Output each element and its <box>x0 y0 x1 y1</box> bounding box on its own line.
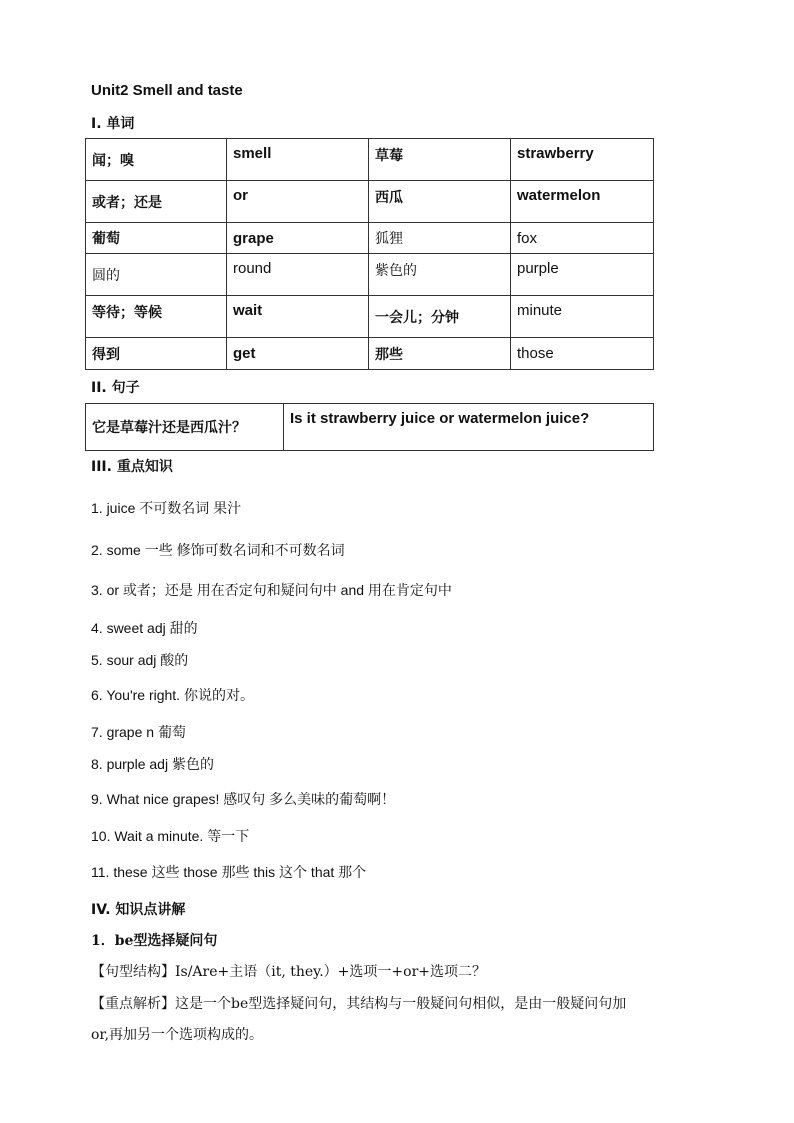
vocab-cell-en: or <box>227 181 369 223</box>
list-item: 8. purple adj 紫色的 <box>91 756 214 772</box>
vocab-cell-zh: 紫色的 <box>369 254 511 296</box>
section-explanation-heading: IV. 知识点讲解 <box>91 902 186 918</box>
list-item: 7. grape n 葡萄 <box>91 724 186 740</box>
table-row <box>86 254 654 296</box>
list-item: 2. some 一些 修饰可数名词和不可数名词 <box>91 542 345 558</box>
vocab-cell-zh: 圆的 <box>86 254 227 296</box>
vocab-cell-zh: 狐狸 <box>369 223 511 254</box>
vocab-cell-en: strawberry <box>511 139 654 181</box>
vocab-cell-en: purple <box>511 254 654 296</box>
vocab-cell-en: grape <box>227 223 369 254</box>
list-item: 11. these 这些 those 那些 this 这个 that 那个 <box>91 864 367 880</box>
vocab-cell-en: watermelon <box>511 181 654 223</box>
list-item: 1. juice 不可数名词 果汁 <box>91 500 242 516</box>
section-words-heading: I. 单词 <box>91 116 135 132</box>
analysis-line: 【重点解析】这是一个be型选择疑问句，其结构与一般疑问句相似，是由一般疑问句加 <box>91 996 627 1012</box>
list-item: 3. or 或者；还是 用在否定句和疑问句中 and 用在肯定句中 <box>91 582 452 598</box>
subsection-title: 1．be型选择疑问句 <box>91 933 218 949</box>
sentence-zh: 它是草莓汁还是西瓜汁？ <box>86 404 284 451</box>
list-item: 9. What nice grapes! 感叹句 多么美味的葡萄啊！ <box>91 791 396 807</box>
vocab-cell-zh: 草莓 <box>369 139 511 181</box>
vocab-cell-zh: 葡萄 <box>86 223 227 254</box>
vocab-cell-en: smell <box>227 139 369 181</box>
vocab-cell-en: those <box>511 338 654 370</box>
table-row <box>86 181 654 223</box>
section-knowledge-heading: III. 重点知识 <box>91 459 173 475</box>
list-item: 5. sour adj 酸的 <box>91 652 189 668</box>
structure-line: 【句型结构】Is/Are+主语（it, they.）+选项一+or+选项二？ <box>91 964 486 980</box>
table-row <box>86 296 654 338</box>
vocab-cell-en: fox <box>511 223 654 254</box>
unit-title: Unit2 Smell and taste <box>91 82 243 99</box>
list-item: 6. You're right. 你说的对。 <box>91 687 254 703</box>
vocab-table <box>85 138 654 370</box>
vocab-cell-zh: 或者；还是 <box>86 181 227 223</box>
vocab-cell-en: round <box>227 254 369 296</box>
analysis-line: or,再加另一个选项构成的。 <box>91 1027 264 1043</box>
vocab-cell-zh: 闻；嗅 <box>86 139 227 181</box>
vocab-cell-zh: 得到 <box>86 338 227 370</box>
vocab-cell-zh: 一会儿；分钟 <box>369 296 511 338</box>
vocab-cell-en: wait <box>227 296 369 338</box>
sentence-en: Is it strawberry juice or watermelon juice? <box>284 404 654 451</box>
table-row <box>86 404 654 451</box>
vocab-cell-zh: 那些 <box>369 338 511 370</box>
table-row <box>86 139 654 181</box>
table-row <box>86 338 654 370</box>
sentence-table <box>85 403 654 451</box>
section-sentences-heading: II. 句子 <box>91 380 140 396</box>
list-item: 10. Wait a minute. 等一下 <box>91 828 250 844</box>
table-row <box>86 223 654 254</box>
vocab-cell-en: get <box>227 338 369 370</box>
vocab-cell-en: minute <box>511 296 654 338</box>
list-item: 4. sweet adj 甜的 <box>91 620 198 636</box>
vocab-cell-zh: 等待；等候 <box>86 296 227 338</box>
vocab-cell-zh: 西瓜 <box>369 181 511 223</box>
